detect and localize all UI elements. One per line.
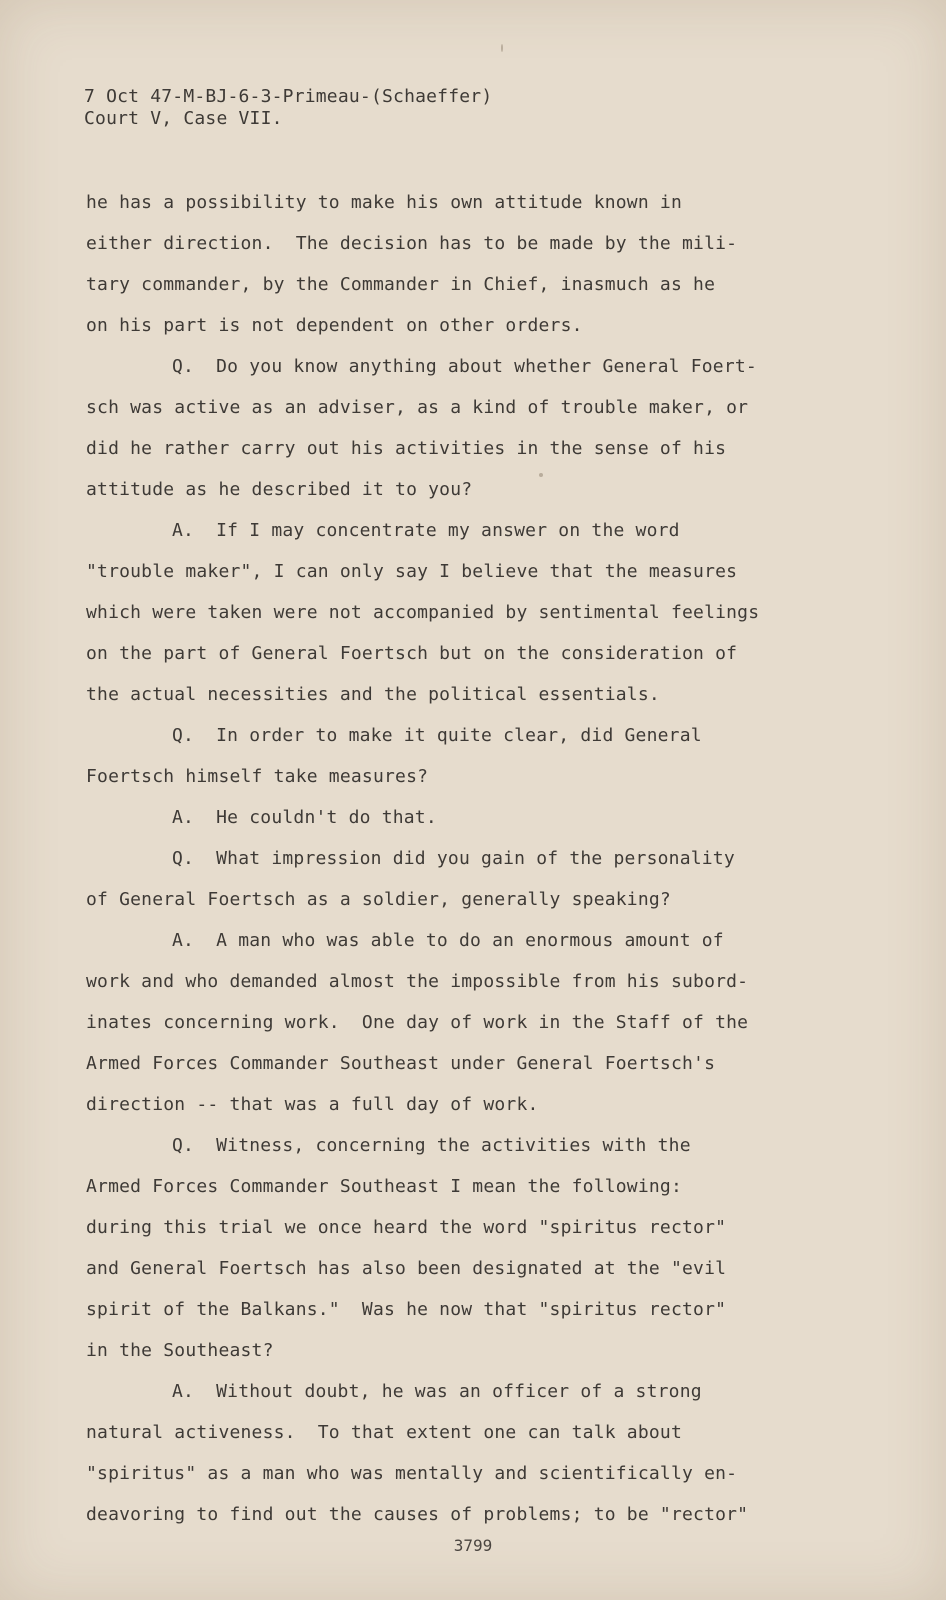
transcript-line: Foertsch himself take measures? <box>86 766 429 787</box>
transcript-line: spirit of the Balkans." Was he now that "spiritus rector" <box>86 1299 727 1320</box>
transcript-line: either direction. The decision has to be made by the mili- <box>86 233 738 254</box>
transcript-line: A. A man who was able to do an enormous amount of <box>172 930 724 951</box>
page-number: 3799 <box>453 1536 493 1555</box>
transcript-line: "spiritus" as a man who was mentally and scientifically en- <box>86 1463 738 1484</box>
transcript-line: inates concerning work. One day of work in the Staff of the <box>86 1012 749 1033</box>
transcript-line: A. He couldn't do that. <box>172 807 437 828</box>
transcript-line: of General Foertsch as a soldier, generally speaking? <box>86 889 671 910</box>
transcript-line: "trouble maker", I can only say I believe that the measures <box>86 561 738 582</box>
transcript-line: deavoring to find out the causes of problems; to be "rector" <box>86 1504 749 1525</box>
transcript-line: on his part is not dependent on other orders. <box>86 315 583 336</box>
transcript-line: natural activeness. To that extent one can talk about <box>86 1422 682 1443</box>
transcript-line: during this trial we once heard the word "spiritus rector" <box>86 1217 727 1238</box>
document-header <box>84 86 492 130</box>
transcript-line: which were taken were not accompanied by sentimental feelings <box>86 602 760 623</box>
transcript-line: he has a possibility to make his own attitude known in <box>86 192 682 213</box>
transcript-line: Armed Forces Commander Southeast I mean the following: <box>86 1176 682 1197</box>
header-case-reference: 7 Oct 47-M-BJ-6-3-Primeau-(Schaeffer) <box>84 86 493 107</box>
transcript-line: did he rather carry out his activities in the sense of his <box>86 438 727 459</box>
transcript-line: and General Foertsch has also been designated at the "evil <box>86 1258 727 1279</box>
transcript-line: Q. Do you know anything about whether General Foert- <box>172 356 757 377</box>
header-court-case: Court V, Case VII. <box>84 108 283 129</box>
transcript-line: in the Southeast? <box>86 1340 274 1361</box>
transcript-line: Armed Forces Commander Southeast under General Foertsch's <box>86 1053 716 1074</box>
transcript-line: tary commander, by the Commander in Chief, inasmuch as he <box>86 274 716 295</box>
transcript-line: the actual necessities and the political essentials. <box>86 684 660 705</box>
transcript-line: on the part of General Foertsch but on the consideration of <box>86 643 738 664</box>
transcript-line: Q. In order to make it quite clear, did General <box>172 725 702 746</box>
transcript-line: Q. Witness, concerning the activities with the <box>172 1135 691 1156</box>
transcript-line: attitude as he described it to you? <box>86 479 473 500</box>
transcript-line: A. Without doubt, he was an officer of a strong <box>172 1381 702 1402</box>
paper-speck <box>501 44 503 52</box>
transcript-line: work and who demanded almost the impossible from his subord- <box>86 971 749 992</box>
transcript-line: sch was active as an adviser, as a kind of trouble maker, or <box>86 397 749 418</box>
paper-speck <box>539 473 543 477</box>
transcript-line: A. If I may concentrate my answer on the word <box>172 520 680 541</box>
transcript-line: direction -- that was a full day of work. <box>86 1094 539 1115</box>
transcript-body <box>86 182 866 1535</box>
transcript-line: Q. What impression did you gain of the personality <box>172 848 735 869</box>
